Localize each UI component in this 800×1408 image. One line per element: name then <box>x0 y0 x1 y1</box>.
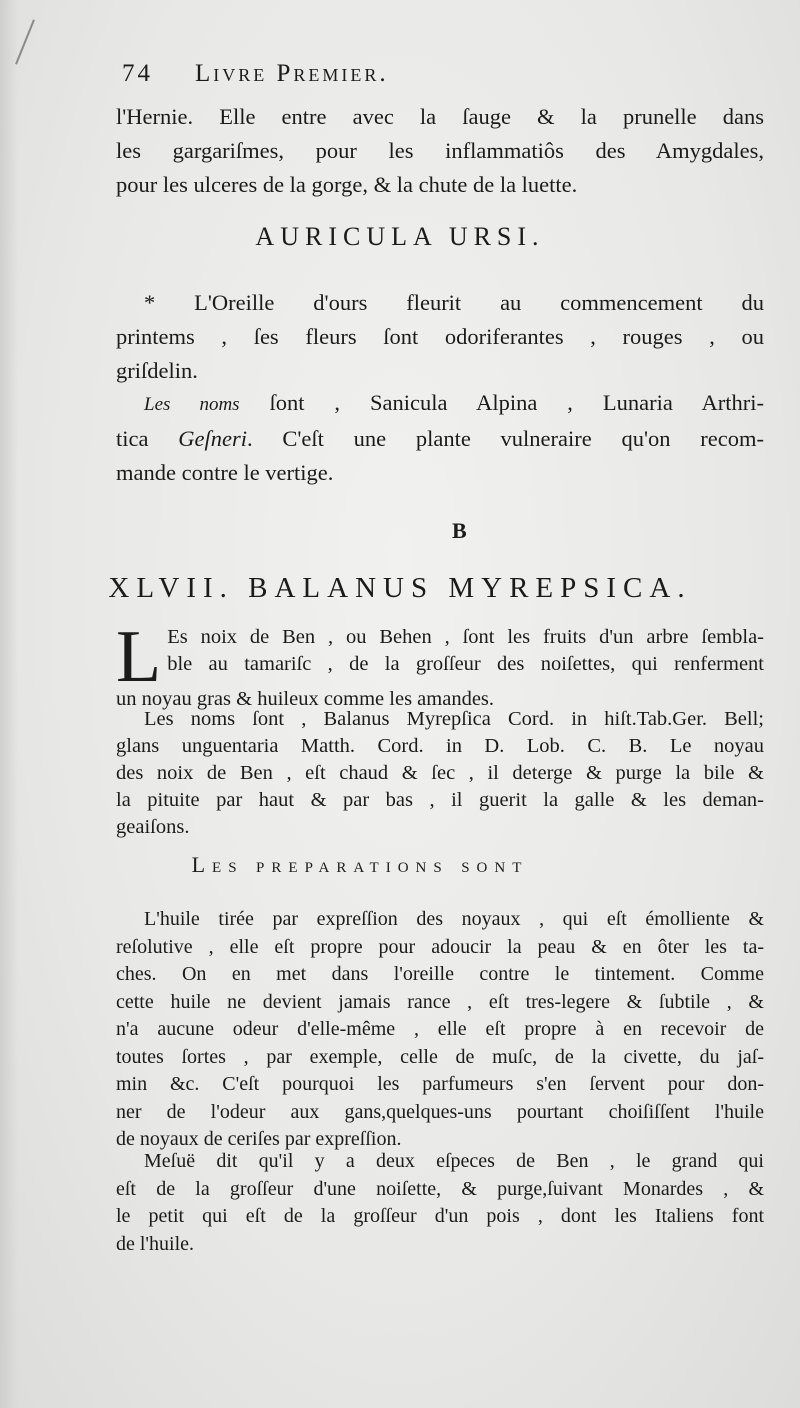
text-line: toutes ſortes , par exemple, celle de muſc, de la civette, du jaſ- <box>116 1045 764 1068</box>
gathering-marker: B <box>452 518 467 543</box>
auricula-paragraph-1 <box>116 286 764 388</box>
text-line: min &c. C'eſt pourquoi les parfumeurs s'en ſervent pour don- <box>116 1073 764 1095</box>
text-line: reſolutive , elle eſt propre pour adoucir la peau & en ôter les ta- <box>116 935 764 958</box>
page-edge-shadow <box>0 0 18 1408</box>
text-line: n'a aucune odeur d'elle-même , elle eſt propre à en recevoir de <box>116 1018 764 1040</box>
preparations-paragraph-2 <box>116 1148 764 1258</box>
text-line: eſt de la groſſeur d'une noiſette, & purge,ſuivant Monardes , & <box>116 1177 764 1200</box>
text-line: ner de l'odeur aux gans,quelques-uns pourtant choiſiſſent l'huile <box>116 1100 764 1123</box>
drop-capital: L <box>116 616 162 698</box>
text-line: Les noms ſont , Sanicula Alpina , Lunaria Arthri- <box>144 390 764 415</box>
text-line: pour les ulceres de la gorge, & la chute de la luette. <box>116 172 578 197</box>
pencil-mark <box>15 19 35 64</box>
text-line: geaiſons. <box>116 816 190 838</box>
text-line: Les noms ſont , Balanus Myrepſica Cord. in hiſt.Tab.Ger. Bell; <box>144 708 764 730</box>
continuation-paragraph <box>116 100 764 202</box>
text-line: la pituite par haut & par bas , il guerit la galle & les deman- <box>116 789 764 811</box>
auricula-paragraph-2 <box>116 386 764 490</box>
text-line: ble au tamariſc , de la groſſeur des noiſettes, qui renferment <box>167 653 764 675</box>
running-title: Livre Premier. <box>195 60 389 87</box>
text-line: les gargariſmes, pour les inflammatiôs des Amygdales, <box>116 138 764 163</box>
text-line: l'Hernie. Elle entre avec la ſauge & la prunelle dans <box>116 104 764 129</box>
text-line: griſdelin. <box>116 358 198 383</box>
running-head <box>122 60 582 88</box>
preparations-paragraph-1 <box>116 906 764 1154</box>
section-heading-preparations: Les preparations sont <box>191 852 529 877</box>
text-line: L'huile tirée par expreſſion des noyaux , qui eſt émolliente & <box>144 908 764 930</box>
page-number: 74 <box>122 60 153 87</box>
text-line: cette huile ne devient jamais rance , eſt tres-legere & ſubtile , & <box>116 990 764 1013</box>
text-line: des noix de Ben , eſt chaud & ſec , il deterge & purge la bile & <box>116 762 764 784</box>
text-line: * L'Oreille d'ours fleurit au commencement du <box>144 290 764 315</box>
text-line: de noyaux de ceriſes par expreſſion. <box>116 1128 402 1150</box>
text-line: printems , ſes fleurs ſont odoriferantes , rouges , ou <box>116 324 764 349</box>
text-line: de l'huile. <box>116 1232 195 1255</box>
section-heading-auricula: AURICULA URSI. <box>255 222 545 251</box>
text-line: mande contre le vertige. <box>116 460 334 485</box>
text-line: glans unguentaria Matth. Cord. in D. Lob. C. B. Le noyau <box>116 735 764 757</box>
text-line: Meſuë dit qu'il y a deux eſpeces de Ben , le grand qui <box>144 1150 764 1172</box>
text-line: ches. On en met dans l'oreille contre le tintement. Comme <box>116 963 764 985</box>
balanus-paragraph-2 <box>116 706 764 841</box>
text-line: Es noix de Ben , ou Behen , ſont les fruits d'un arbre ſembla- <box>167 626 764 648</box>
text-line: tica Geſneri. C'eſt une plante vulneraire qu'on recom- <box>116 426 764 451</box>
names-label: Les noms <box>144 394 240 415</box>
text-line: le petit qui eſt de la groſſeur d'un pois , dont les Italiens font <box>116 1205 764 1227</box>
section-heading-balanus: XLVII. BALANUS MYREPSICA. <box>108 572 692 604</box>
text-line: un noyau gras & huileux comme les amandes. <box>116 688 495 710</box>
author-name: Geſneri <box>178 426 247 451</box>
balanus-paragraph-1 <box>116 616 764 713</box>
